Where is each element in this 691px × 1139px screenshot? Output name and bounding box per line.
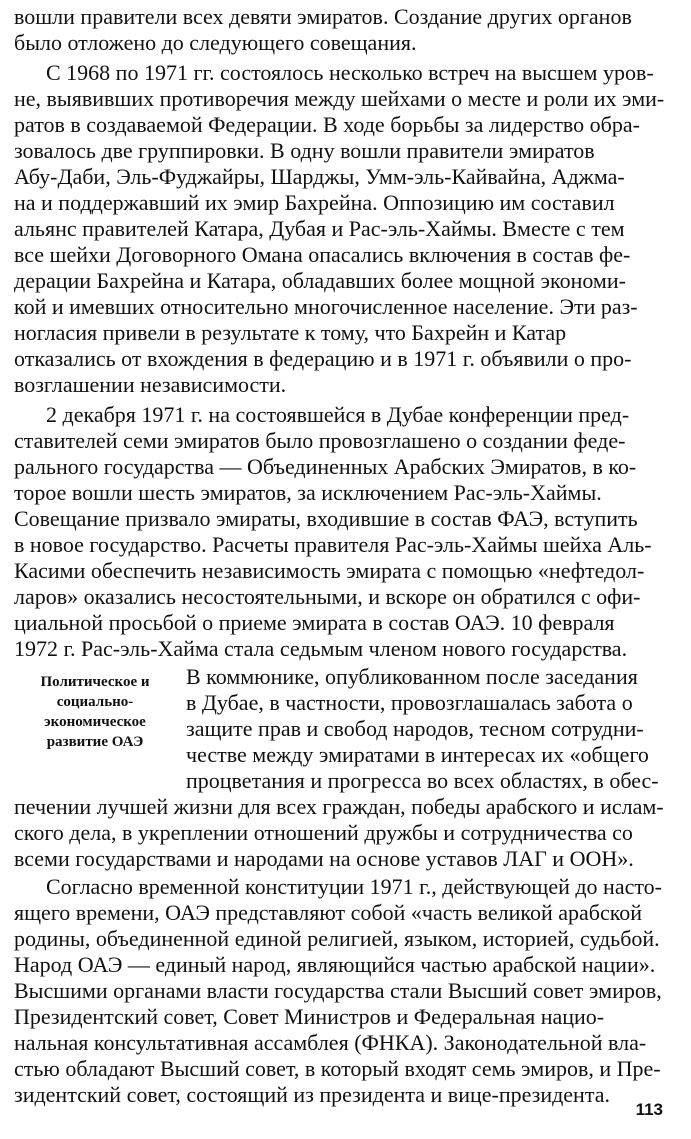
text-line: возглашении независимости. bbox=[14, 372, 287, 397]
text-line: в новое государство. Расчеты правителя Рас-эль-Хаймы шейха Аль- bbox=[14, 532, 652, 557]
text-line: Народ ОАЭ — единый народ, являющийся частью арабской нации». bbox=[14, 952, 656, 977]
text-line: 2 декабря 1971 г. на состоявшейся в Дубае конференции пред- bbox=[46, 402, 630, 427]
text-line: альянс правителей Катара, Дубая и Рас-эль-Хаймы. Вместе с тем bbox=[14, 216, 625, 241]
text-line: все шейхи Договорного Омана опасались включения в состав фе- bbox=[14, 242, 631, 267]
text-line: циальной просьбой о приеме эмирата в состав ОАЭ. 10 февраля bbox=[14, 610, 615, 635]
text-line: отказались от вхождения в федерацию и в 1971 г. объявили о про- bbox=[14, 346, 632, 371]
text-line: ставителей семи эмиратов было провозглашено о создании феде- bbox=[14, 428, 626, 453]
text-line: рального государства — Объединенных Арабских Эмиратов, в ко- bbox=[14, 454, 637, 479]
text-line: зидентский совет, состоящий из президента и вице-президента. bbox=[14, 1082, 610, 1107]
text-line: Совещание призвало эмираты, входившие в состав ФАЭ, вступить bbox=[14, 506, 638, 531]
text-line: ратов в создаваемой Федерации. В ходе борьбы за лидерство обра- bbox=[14, 112, 640, 137]
text-line: С 1968 по 1971 гг. состоялось несколько встреч на высшем уров- bbox=[46, 60, 654, 85]
side-heading-line: экономическое bbox=[44, 714, 146, 730]
text-line: Президентский совет, Совет Министров и Федеральная нацио- bbox=[14, 1004, 605, 1029]
text-line: ногласия привели в результате к тому, что Бахрейн и Катар bbox=[14, 320, 567, 345]
text-line: защите прав и свобод народов, тесном сотрудни- bbox=[186, 716, 644, 741]
text-line: честве между эмиратами в интересах их «общего bbox=[186, 742, 649, 767]
text-line: ларов» оказались несостоятельными, и вскоре он обратился с офи- bbox=[14, 584, 641, 609]
text-line: торое вошли шесть эмиратов, за исключением Рас-эль-Хаймы. bbox=[14, 480, 602, 505]
side-heading-line: развитие ОАЭ bbox=[46, 734, 144, 750]
text-line: Согласно временной конституции 1971 г., действующей до насто- bbox=[46, 874, 663, 899]
text-line: дерации Бахрейна и Катара, обладавших более мощной экономи- bbox=[14, 268, 626, 293]
text-line: кой и имевших относительно многочисленное население. Эти раз- bbox=[14, 294, 638, 319]
text-line: нальная консультативная ассамблея (ФНКА). Законодательной вла- bbox=[14, 1030, 647, 1055]
text-line: В коммюнике, опубликованном после заседания bbox=[186, 664, 638, 689]
text-line: печении лучшей жизни для всех граждан, победы арабского и ислам- bbox=[14, 794, 664, 819]
text-line: зовалось две группировки. В одну вошли правители эмиратов bbox=[14, 138, 595, 163]
section-side-heading bbox=[14, 672, 176, 752]
side-heading-line: Политическое и bbox=[40, 674, 150, 690]
page-number: 113 bbox=[635, 1100, 663, 1119]
text-line: ящего времени, ОАЭ представляют собой «часть великой арабской bbox=[14, 900, 643, 925]
text-line: не, выявивших противоречия между шейхами о месте и роли их эми- bbox=[14, 86, 665, 111]
text-line: Высшими органами власти государства стали Высший совет эмиров, bbox=[14, 978, 662, 1003]
text-line: вошли правители всех девяти эмиратов. Создание других органов bbox=[14, 4, 632, 29]
text-line: 1972 г. Рас-эль-Хайма стала седьмым членом нового государства. bbox=[14, 636, 628, 661]
text-line: Касими обеспечить независимость эмирата с помощью «нефтедол- bbox=[14, 558, 645, 583]
text-line: стью обладают Высший совет, в который входят семь эмиров, и Пре- bbox=[14, 1056, 661, 1081]
text-line: Абу-Даби, Эль-Фуджайры, Шарджы, Умм-эль-Кайвайна, Аджма- bbox=[14, 164, 625, 189]
side-heading-line: социально- bbox=[56, 694, 134, 710]
text-line: в Дубае, в частности, провозглашалась забота о bbox=[186, 690, 633, 715]
text-line: процветания и прогресса во всех областях, в обес- bbox=[186, 768, 659, 793]
text-line: на и поддержавший их эмир Бахрейна. Оппозицию им составил bbox=[14, 190, 615, 215]
text-line: ского дела, в укреплении отношений дружбы и сотрудничества со bbox=[14, 820, 633, 845]
text-line: родины, объединенной единой религией, языком, историей, судьбой. bbox=[14, 926, 660, 951]
text-line: было отложено до следующего совещания. bbox=[14, 30, 417, 55]
text-line: всеми государствами и народами на основе уставов ЛАГ и ООН». bbox=[14, 846, 634, 871]
